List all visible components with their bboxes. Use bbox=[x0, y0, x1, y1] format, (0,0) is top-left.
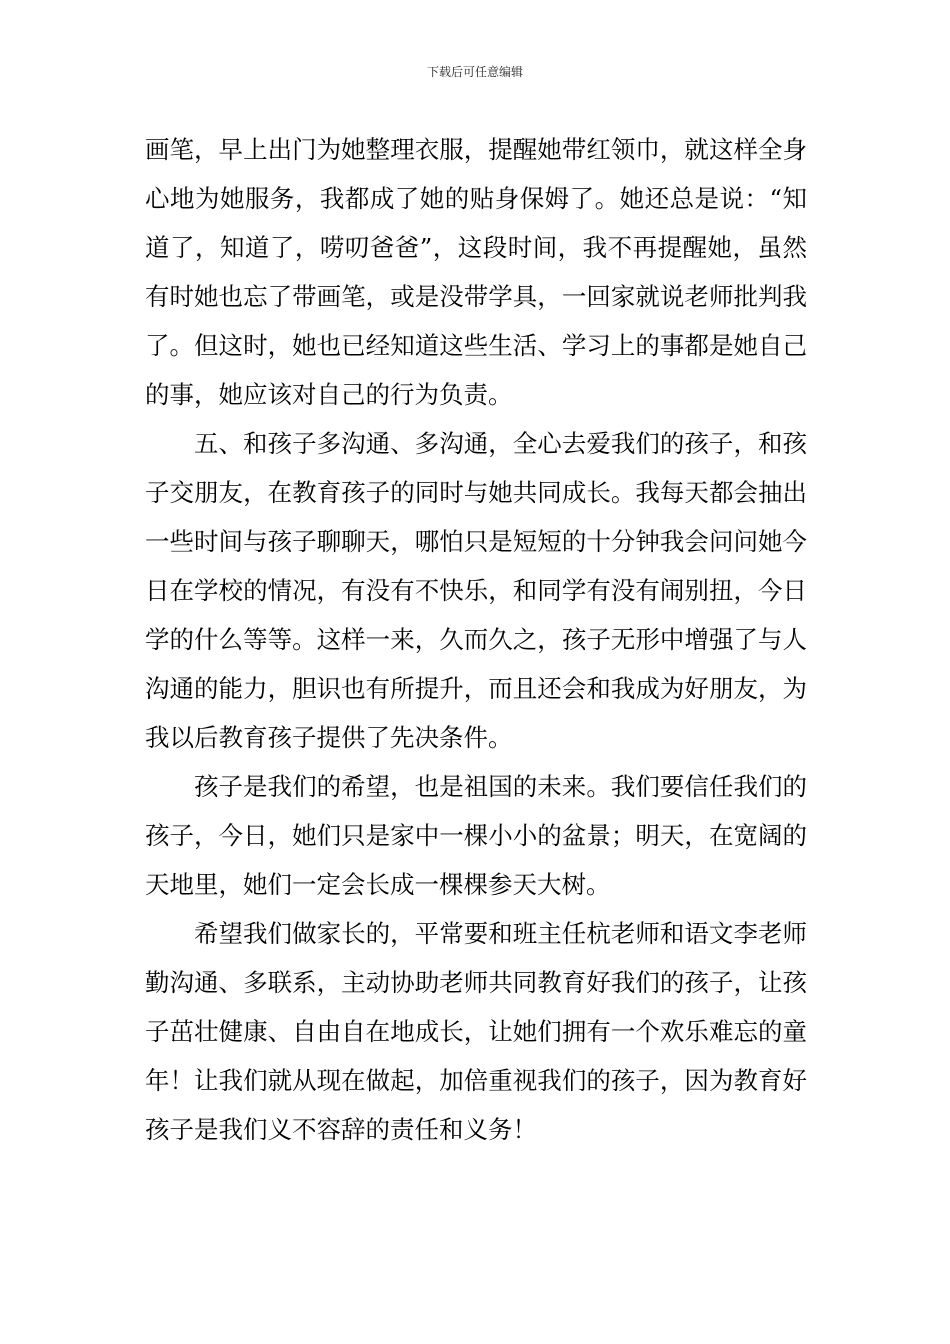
page-header: 下载后可任意编辑 bbox=[426, 65, 523, 79]
paragraph-1: 画笔，早上出门为她整理衣服，提醒她带红领巾，就这样全身心地为她服务，我都成了她的贴身保姆了。她还总是说：“知道了，知道了，唠叨爸爸”，这段时间，我不再提醒她，虽然有时她也忘了带画笔，或是没带学具，一回家就说老师批判我了。但这时，她也已经知道这些生活、学习上的事都是她自己的事，她应该对自己的行为负责。 bbox=[145, 135, 807, 409]
paragraph-2: 五、和孩子多沟通、多沟通，全心去爱我们的孩子，和孩子交朋友，在教育孩子的同时与她共同成长。我每天都会抽出一些时间与孩子聊聊天，哪怕只是短短的十分钟我会问问她今日在学校的情况，有没有不快乐，和同学有没有闹别扭，今日学的什么等等。这样一来，久而久之，孩子无形中增强了与人沟通的能力，胆识也有所提升，而且还会和我成为好朋友，为我以后教育孩子提供了先决条件。 bbox=[145, 429, 807, 752]
paragraph-4: 希望我们做家长的，平常要和班主任杭老师和语文李老师勤沟通、多联系，主动协助老师共同教育好我们的孩子，让孩子茁壮健康、自由自在地成长，让她们拥有一个欢乐难忘的童年！让我们就从现在做起，加倍重视我们的孩子，因为教育好孩子是我们义不容辞的责任和义务！ bbox=[145, 919, 807, 1144]
document-body bbox=[145, 125, 807, 1154]
paragraph-3: 孩子是我们的希望，也是祖国的未来。我们要信任我们的孩子，今日，她们只是家中一棵小小的盆景；明天，在宽阔的天地里，她们一定会长成一棵棵参天大树。 bbox=[145, 772, 807, 899]
